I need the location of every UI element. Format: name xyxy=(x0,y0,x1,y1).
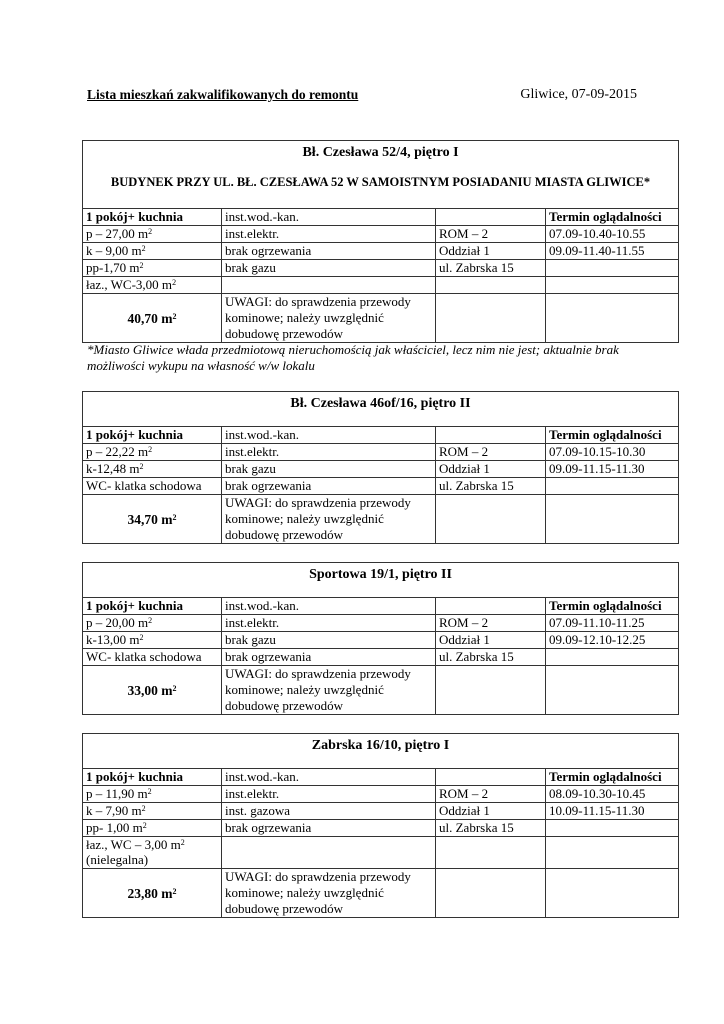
utility-cell: inst.wod.-kan. xyxy=(222,209,436,226)
empty-cell xyxy=(222,837,436,869)
utility-cell: brak gazu xyxy=(222,632,436,649)
area-cell: łaz., WC – 3,00 $m^2$ (nielegalna) xyxy=(83,837,222,869)
apartment-table-1 xyxy=(82,140,679,343)
apartment-title: Sportowa 19/1, piętro II xyxy=(83,563,679,598)
empty-cell xyxy=(546,666,679,715)
empty-cell xyxy=(436,837,546,869)
empty-cell xyxy=(436,294,546,343)
viewing-time: 10.09-11.15-11.30 xyxy=(546,803,679,820)
utility-cell: inst.wod.-kan. xyxy=(222,598,436,615)
empty-cell xyxy=(436,427,546,444)
empty-cell xyxy=(546,837,679,869)
empty-cell xyxy=(436,598,546,615)
empty-cell xyxy=(546,869,679,918)
remarks: UWAGI: do sprawdzenia przewody kominowe; należy uwzględnić dobudowę przewodów xyxy=(222,666,436,715)
office-cell: ROM – 2 xyxy=(436,786,546,803)
viewing-header: Termin oglądalności xyxy=(546,427,679,444)
rooms-type: 1 pokój+ kuchnia xyxy=(83,769,222,786)
area-cell: p – 20,00 $m^2$ xyxy=(83,615,222,632)
total-area: 40,70 $m^2$ xyxy=(83,294,222,343)
area-cell: k-13,00 $m^2$ xyxy=(83,632,222,649)
rooms-type: 1 pokój+ kuchnia xyxy=(83,598,222,615)
office-cell: ROM – 2 xyxy=(436,444,546,461)
empty-cell xyxy=(436,209,546,226)
area-cell: k – 9,00 $m^2$ xyxy=(83,243,222,260)
office-cell: ul. Zabrska 15 xyxy=(436,260,546,277)
total-area: 23,80 $m^2$ xyxy=(83,869,222,918)
remarks: UWAGI: do sprawdzenia przewody kominowe; należy uwzględnić dobudowę przewodów xyxy=(222,294,436,343)
apartment-table-3 xyxy=(82,562,679,715)
utility-cell: inst.elektr. xyxy=(222,615,436,632)
office-cell: Oddział 1 xyxy=(436,461,546,478)
remarks: UWAGI: do sprawdzenia przewody kominowe; należy uwzględnić dobudowę przewodów xyxy=(222,869,436,918)
viewing-header: Termin oglądalności xyxy=(546,598,679,615)
viewing-header: Termin oglądalności xyxy=(546,769,679,786)
area-cell: WC- klatka schodowa xyxy=(83,649,222,666)
utility-cell: brak ogrzewania xyxy=(222,478,436,495)
apartment-title: Bł. Czesława 52/4, piętro I BUDYNEK PRZY UL. BŁ. CZESŁAWA 52 W SAMOISTNYM POSIADANIU MIASTA GLIWICE* xyxy=(83,141,679,209)
viewing-time: 09.09-12.10-12.25 xyxy=(546,632,679,649)
utility-cell: inst.wod.-kan. xyxy=(222,769,436,786)
utility-cell: inst.wod.-kan. xyxy=(222,427,436,444)
empty-cell xyxy=(546,495,679,544)
empty-cell xyxy=(546,649,679,666)
area-cell: k-12,48 $m^2$ xyxy=(83,461,222,478)
building-ownership-note: BUDYNEK PRZY UL. BŁ. CZESŁAWA 52 W SAMOISTNYM POSIADANIU MIASTA GLIWICE* xyxy=(110,175,651,189)
area-cell: pp-1,70 $m^2$ xyxy=(83,260,222,277)
empty-cell xyxy=(546,820,679,837)
total-area: 33,00 $m^2$ xyxy=(83,666,222,715)
apartment-title: Zabrska 16/10, piętro I xyxy=(83,734,679,769)
rooms-type: 1 pokój+ kuchnia xyxy=(83,209,222,226)
place-and-date: Gliwice, 07-09-2015 xyxy=(520,87,637,102)
area-cell: WC- klatka schodowa xyxy=(83,478,222,495)
apartment-table-4 xyxy=(82,733,679,918)
empty-cell xyxy=(436,869,546,918)
utility-cell: brak ogrzewania xyxy=(222,649,436,666)
document-header xyxy=(87,87,637,105)
viewing-header: Termin oglądalności xyxy=(546,209,679,226)
office-cell: ul. Zabrska 15 xyxy=(436,478,546,495)
viewing-time: 07.09-11.10-11.25 xyxy=(546,615,679,632)
viewing-time: 08.09-10.30-10.45 xyxy=(546,786,679,803)
area-cell: p – 22,22 $m^2$ xyxy=(83,444,222,461)
remarks: UWAGI: do sprawdzenia przewody kominowe; należy uwzględnić dobudowę przewodów xyxy=(222,495,436,544)
viewing-time: 07.09-10.40-10.55 xyxy=(546,226,679,243)
apartment-title: Bł. Czesława 46of/16, piętro II xyxy=(83,392,679,427)
utility-cell: inst.elektr. xyxy=(222,786,436,803)
empty-cell xyxy=(546,277,679,294)
utility-cell: inst.elektr. xyxy=(222,444,436,461)
area-cell: pp- 1,00 $m^2$ xyxy=(83,820,222,837)
utility-cell: brak gazu xyxy=(222,461,436,478)
empty-cell xyxy=(436,666,546,715)
footnote: *Miasto Gliwice włada przedmiotową nieruchomością jak właściciel, lecz nim nie jest; aktualnie brak możliwości wykupu na własność w/w lokalu xyxy=(87,342,619,373)
area-cell: k – 7,90 $m^2$ xyxy=(83,803,222,820)
office-cell: Oddział 1 xyxy=(436,632,546,649)
utility-cell: inst. gazowa xyxy=(222,803,436,820)
utility-cell: inst.elektr. xyxy=(222,226,436,243)
empty-cell xyxy=(436,277,546,294)
apartment-table-2 xyxy=(82,391,679,544)
viewing-time: 07.09-10.15-10.30 xyxy=(546,444,679,461)
area-cell: p – 27,00 $m^2$ xyxy=(83,226,222,243)
utility-cell: brak gazu xyxy=(222,260,436,277)
area-cell: łaz., WC-3,00 $m^2$ xyxy=(83,277,222,294)
office-cell: ROM – 2 xyxy=(436,226,546,243)
utility-cell: brak ogrzewania xyxy=(222,243,436,260)
document-title: Lista mieszkań zakwalifikowanych do remontu xyxy=(87,87,359,102)
office-cell: ul. Zabrska 15 xyxy=(436,820,546,837)
office-cell: Oddział 1 xyxy=(436,803,546,820)
rooms-type: 1 pokój+ kuchnia xyxy=(83,427,222,444)
area-cell: p – 11,90 $m^2$ xyxy=(83,786,222,803)
office-cell: ul. Zabrska 15 xyxy=(436,649,546,666)
empty-cell xyxy=(222,277,436,294)
office-cell: ROM – 2 xyxy=(436,615,546,632)
utility-cell: brak ogrzewania xyxy=(222,820,436,837)
empty-cell xyxy=(436,769,546,786)
viewing-time: 09.09-11.15-11.30 xyxy=(546,461,679,478)
total-area: 34,70 $m^2$ xyxy=(83,495,222,544)
empty-cell xyxy=(546,294,679,343)
empty-cell xyxy=(546,260,679,277)
viewing-time: 09.09-11.40-11.55 xyxy=(546,243,679,260)
empty-cell xyxy=(546,478,679,495)
office-cell: Oddział 1 xyxy=(436,243,546,260)
empty-cell xyxy=(436,495,546,544)
